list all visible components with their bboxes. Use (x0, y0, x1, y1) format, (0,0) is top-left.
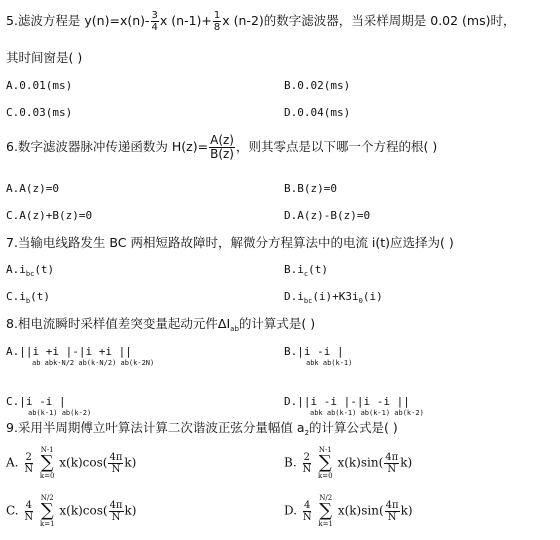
q9-d-coef-num: 4 (304, 499, 311, 511)
q5-mid: x (n-1)+ (159, 13, 212, 28)
q9-c-arg-den: N (111, 511, 121, 523)
q9-b-label: B. (284, 455, 297, 470)
q9-option-c[interactable] (6, 494, 136, 528)
q5-f1-den: 4 (151, 22, 158, 33)
q5-suffix: x (n-2)的数字滤波器，当采样周期是 0.02 (ms)时， (222, 13, 516, 28)
q5-option-c[interactable]: C.0.03(ms) (6, 106, 73, 119)
q9-d-sum-bot: k=1 (318, 520, 333, 528)
q7-b-tail: (t) (308, 263, 328, 276)
q9-a-arg-num: 4π (109, 451, 123, 463)
q7-stem: 7.当输电线路发生 BC 两相短路故障时，解微分方程算法中的电流 i(t)应选择为( ) (6, 235, 454, 250)
q9-text-sub: 2 (304, 429, 310, 437)
q7-a-sub: bc (25, 270, 35, 278)
q7-d-sub2: 0 (358, 297, 363, 305)
q5-option-b[interactable]: B.0.02(ms) (284, 79, 351, 92)
q9-c-sum-bot: k=1 (39, 520, 55, 528)
q5-prefix: 5.滤波方程是 y(n)=x(n)- (6, 13, 150, 28)
q7-c-tail: (t) (30, 290, 50, 303)
q9-a-label: A. (6, 455, 19, 470)
q9-b-sum-bot: k=0 (318, 472, 333, 480)
sigma-icon: ∑ (40, 452, 54, 473)
q9-c-sum-top: N/2 (40, 494, 54, 502)
q5-f2-den: 8 (213, 22, 221, 33)
q7-a-tail: (t) (34, 263, 55, 276)
q8-b-subs: abk ab(k-1) (306, 359, 353, 367)
q8-c-main: C.|i -i | (6, 395, 66, 408)
q7-d-mid: (i)+K3i (312, 290, 359, 303)
q7-c-sub: b (25, 297, 31, 305)
q9-b-arg-den: N (387, 463, 397, 475)
q9-a-coef (23, 452, 34, 475)
q7-b-sub: c (303, 270, 309, 278)
q9-d-arg-den: N (387, 511, 397, 523)
q8-d-main: D.||i -i |-|i -i || (284, 395, 410, 408)
q7-option-c[interactable] (6, 290, 50, 308)
q9-c-tail: k) (124, 503, 137, 518)
q5-f2-num: 1 (213, 10, 221, 21)
q7-option-b[interactable] (284, 263, 328, 281)
q9-a-arg (108, 452, 123, 475)
q9-d-sum-top: N/2 (319, 494, 333, 502)
q9-b-arg-num: 4π (385, 451, 399, 463)
q9-d-sum (318, 494, 333, 528)
sigma-icon: ∑ (319, 500, 333, 521)
q6-option-c[interactable]: C.A(z)+B(z)=0 (6, 209, 93, 222)
q6-option-d[interactable]: D.A(z)-B(z)=0 (284, 209, 371, 222)
q9-a-coef-den: N (24, 463, 34, 475)
q6-num: A(z) (210, 133, 234, 147)
q7-d-tail: (i) (362, 290, 383, 303)
q9-d-arg (385, 500, 400, 523)
q5-stem-line2: 其时间窗是( ) (6, 50, 83, 65)
q7-b-main: B.i (284, 263, 304, 276)
q8-option-a[interactable] (6, 345, 154, 367)
q7-a-main: A.i (6, 263, 26, 276)
q5-fraction-2 (213, 10, 221, 33)
q9-d-body: x(k)sin( (337, 503, 384, 518)
sigma-icon: ∑ (318, 452, 332, 473)
q9-c-arg (109, 500, 124, 523)
q9-b-sum-top: N-1 (318, 446, 332, 454)
q9-b-arg (384, 452, 399, 475)
q9-a-arg-den: N (111, 463, 121, 475)
q9-option-d[interactable] (284, 494, 413, 528)
q9-d-arg-num: 4π (385, 499, 399, 511)
q9-c-arg-num: 4π (109, 499, 123, 511)
q9-b-tail: k) (400, 455, 413, 470)
q8-a-subs: ab abk-N/2 ab(k-N/2) ab(k-2N) (32, 359, 155, 367)
q9-c-coef (23, 500, 34, 523)
q9-option-b[interactable] (284, 446, 412, 480)
q9-b-sum (318, 446, 333, 480)
q6-suffix: ，则其零点是以下哪一个方程的根( ) (236, 139, 438, 154)
q8-text-sub: ab (230, 325, 239, 333)
q5-f1-num: 3 (151, 10, 158, 21)
q8-stem (6, 316, 315, 337)
q8-c-subs: ab(k-1) ab(k-2) (28, 409, 92, 417)
q9-d-coef (302, 500, 313, 523)
q9-text-tail: 的计算公式是( ) (309, 420, 398, 435)
q9-b-coef-num: 2 (303, 451, 311, 463)
q5-option-a[interactable]: A.0.01(ms) (6, 79, 73, 92)
q5-stem (6, 10, 516, 33)
q9-b-coef-den: N (302, 463, 312, 475)
q6-stem (6, 134, 437, 161)
q9-d-label: D. (284, 503, 298, 518)
q9-c-coef-den: N (24, 511, 34, 523)
q8-option-c[interactable] (6, 395, 91, 417)
q5-fraction-1 (151, 10, 159, 33)
q7-d-sub: bc (303, 297, 313, 305)
q9-a-coef-num: 2 (25, 451, 32, 463)
q9-a-sum-bot: k=0 (39, 472, 55, 480)
q8-text-tail: 的计算式是( ) (238, 316, 316, 331)
q9-option-a[interactable] (6, 446, 136, 480)
sigma-icon: ∑ (40, 500, 54, 521)
q5-option-d[interactable]: D.0.04(ms) (284, 106, 351, 119)
q9-stem (6, 420, 398, 441)
q9-b-coef (301, 452, 312, 475)
q7-d-main: D.i (284, 290, 304, 303)
q6-fraction (209, 134, 235, 161)
q9-c-label: C. (6, 503, 19, 518)
q9-a-sum (40, 446, 55, 480)
q7-option-d[interactable] (284, 290, 383, 308)
q6-prefix: 6.数字滤波器脉冲传递函数为 H(z)= (6, 139, 209, 154)
q9-a-tail: k) (124, 455, 137, 470)
q8-d-subs: abk ab(k-1) ab(k-1) ab(k-2) (310, 409, 424, 417)
q7-option-a[interactable] (6, 263, 54, 281)
q9-a-sum-top: N-1 (40, 446, 54, 454)
q8-text: 8.相电流瞬时采样值差突变量起动元件ΔI (6, 316, 231, 331)
q8-option-d[interactable] (284, 395, 424, 417)
q8-b-main: B.|i -i | (284, 345, 344, 358)
q9-a-body: x(k)cos( (59, 455, 108, 470)
q6-den: B(z) (210, 147, 234, 161)
q8-option-b[interactable] (284, 345, 352, 367)
q9-text: 9.采用半周期傅立叶算法计算二次谐波正弦分量幅值 a (6, 420, 305, 435)
q9-c-coef-num: 4 (25, 499, 32, 511)
q9-c-body: x(k)cos( (59, 503, 108, 518)
q7-c-main: C.i (6, 290, 26, 303)
q9-c-sum (40, 494, 55, 528)
q6-option-b[interactable]: B.B(z)=0 (284, 182, 337, 195)
q6-option-a[interactable]: A.A(z)=0 (6, 182, 59, 195)
q8-a-main: A.||i +i |-|i +i || (6, 345, 132, 358)
q9-d-tail: k) (400, 503, 413, 518)
q9-b-body: x(k)sin( (337, 455, 384, 470)
q9-d-coef-den: N (302, 511, 312, 523)
